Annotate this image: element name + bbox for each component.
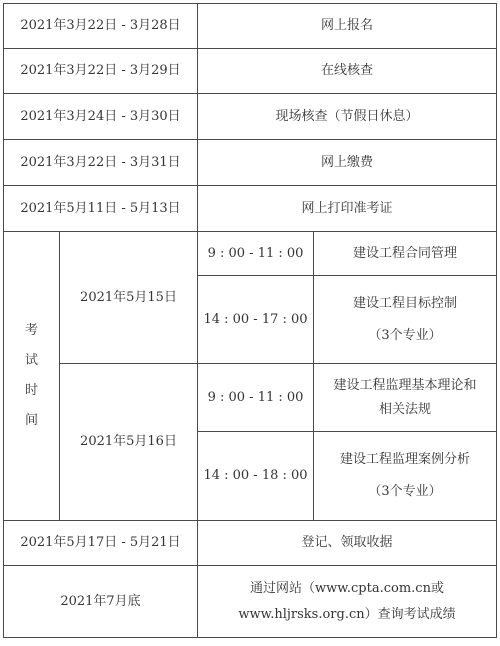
exam-date-cell: 2021年5月15日 (60, 232, 198, 364)
session-time-cell: 14 : 00 - 18 : 00 (198, 432, 314, 521)
table-row (4, 49, 497, 94)
schedule-table (3, 3, 497, 638)
event-cell: 网上打印准考证 (198, 186, 497, 232)
table-row (4, 364, 497, 432)
date-cell: 2021年7月底 (4, 566, 198, 638)
exam-schedule (3, 3, 497, 638)
table-row (4, 521, 497, 566)
table-row (4, 4, 497, 49)
date-cell: 2021年3月22日 - 3月29日 (4, 49, 198, 94)
event-cell: 在线核查 (198, 49, 497, 94)
session-time-cell: 9 : 00 - 11 : 00 (198, 364, 314, 432)
event-cell: 通过网站（www.cpta.com.cn或 www.hljrsks.org.cn）查询考试成绩 (198, 566, 497, 638)
table-row (4, 566, 497, 638)
subject-cell: 建设工程监理案例分析 （3个专业） (314, 432, 497, 521)
table-row (4, 94, 497, 140)
session-time-cell: 9 : 00 - 11 : 00 (198, 232, 314, 276)
subject-cell: 建设工程监理基本理论和 相关法规 (314, 364, 497, 432)
session-time-cell: 14 : 00 - 17 : 00 (198, 276, 314, 364)
subject-cell: 建设工程目标控制 （3个专业） (314, 276, 497, 364)
date-cell: 2021年5月11日 - 5月13日 (4, 186, 198, 232)
table-row (4, 186, 497, 232)
date-cell: 2021年3月22日 - 3月31日 (4, 140, 198, 186)
subject-cell: 建设工程合同管理 (314, 232, 497, 276)
date-cell: 2021年3月22日 - 3月28日 (4, 4, 198, 49)
exam-date-cell: 2021年5月16日 (60, 364, 198, 521)
event-cell: 网上报名 (198, 4, 497, 49)
exam-time-label: 考 试 时 间 (4, 232, 60, 521)
event-cell: 登记、领取收据 (198, 521, 497, 566)
event-cell: 网上缴费 (198, 140, 497, 186)
table-row (4, 232, 497, 276)
date-cell: 2021年3月24日 - 3月30日 (4, 94, 198, 140)
date-cell: 2021年5月17日 - 5月21日 (4, 521, 198, 566)
event-cell: 现场核查（节假日休息） (198, 94, 497, 140)
table-row (4, 140, 497, 186)
